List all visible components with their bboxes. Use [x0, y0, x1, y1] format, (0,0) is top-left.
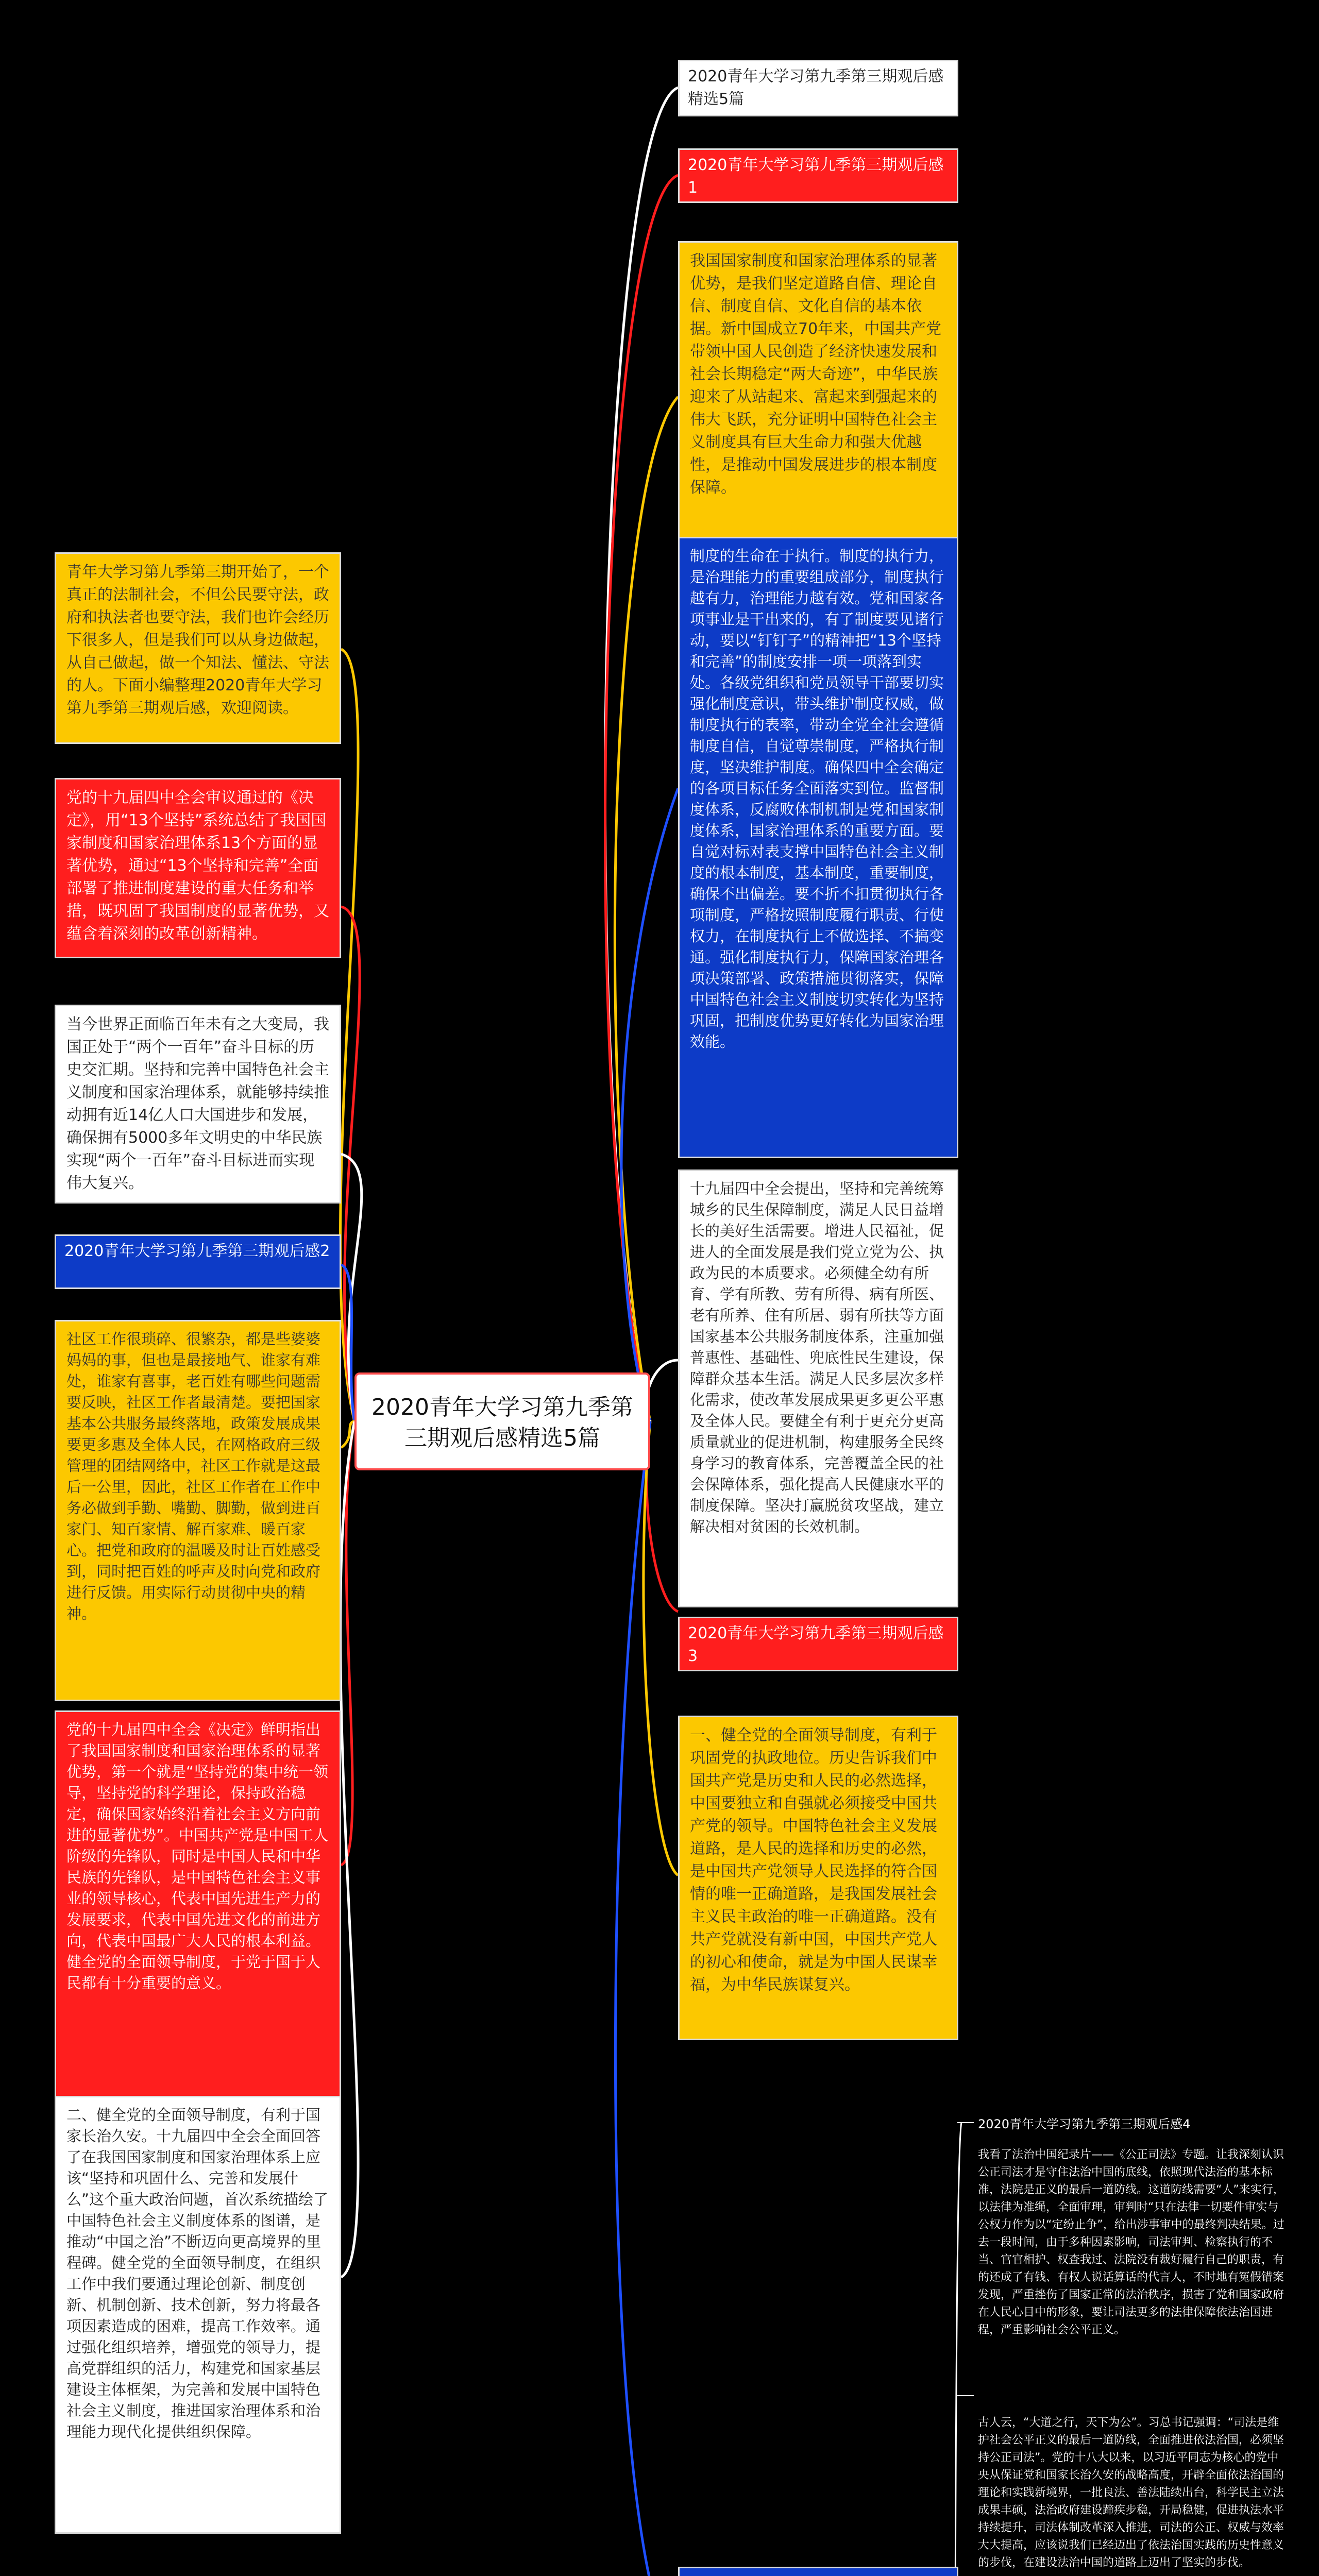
link-r5 — [646, 1360, 678, 1421]
subtopic-s2[interactable]: 我看了法治中国纪录片——《公正司法》专题。让我深刻认识公正司法才是守住法治中国的底线，依照现代法治的基本标准，法院是正义的最后一道防线。这道防线需要“人”来实行，以法律为准绳，全面审理，审判时“只在法律一切要件审实与公权力作为以“定纷止争”，给出涉事审中的最终判决结果。过去一段时间，由于多种因素影响，司法审判、检察执行的不当、官官相护、权查我过、法院没有裁好履行自己的职责，有的还成了有钱、有权人说话算话的代言人，不时地有冤假错案发现，严重挫伤了国家正常的法治秩序，损害了党和国家政府在人民心目中的形象，要让司法更多的法律保障依法治国进程，严重影响社会公平正义。 — [978, 2148, 1284, 2336]
topic-l6[interactable]: 党的十九届四中全会《决定》鲜明指出了我国国家制度和国家治理体系的显著优势，第一个就是“坚持党的集中统一领导，坚持党的科学理论，保持政治稳定，确保国家始终沿着社会主义方向前进的显著优势”。中国共产党是中国工人阶级的先锋队，同时是中国人民和中华民族的先锋队，是中国特色社会主义事业的领导核心，代表中国先进生产力的发展要求，代表中国先进文化的前进方向，代表中国最广大人民的根本利益。健全党的全面领导制度，于党于国于人民都有十分重要的意义。 — [55, 1710, 341, 2123]
link-sub-branch — [957, 2123, 974, 2576]
topic-l5[interactable]: 社区工作很琐碎、很繁杂，都是些婆婆妈妈的事，但也是最接地气、谁家有难处，谁家有喜事，老百姓有哪些问题需要反映，社区工作者最清楚。要把国家基本公共服务最终落地，政策发展成果要更多惠及全体人民，在网格政府三级管理的团结网络中，社区工作就是这最后一公里，因此，社区工作者在工作中务必做到手勤、嘴勤、脚勤，做到进百家门、知百家情、解百家难、暖百家心。把党和政府的温暖及时让百姓感受到，同时把百姓的呼声及时向党和政府进行反馈。用实际行动贯彻中央的精神。 — [55, 1320, 341, 1701]
link-sub — [955, 2123, 961, 2576]
subtopic-s3[interactable]: 古人云，“大道之行，天下为公”。习总书记强调：“司法是维护社会公平正义的最后一道防线，全面推进依法治国，必须坚持公正司法”。党的十八大以来，以习近平同志为核心的党中央从保证党和国家长治久安的战略高度，开辟全面依法治国的理论和实践新境界，一批良法、善法陆续出台，科学民主立法成果丰硕，法治政府建设蹄疾步稳，开局稳健，促进执法水平持续提升，司法体制改革深入推进，司法的公正、权威与效率大大提高，应该说我们已经迈出了依法治国实践的历史性意义的步伐，在建设法治中国的道路上迈出了坚实的步伐。 — [978, 2416, 1284, 2569]
topic-l4[interactable]: 2020青年大学习第九季第三期观后感2 — [55, 1234, 341, 1289]
topic-r2[interactable]: 2020青年大学习第九季第三期观后感1 — [678, 148, 958, 203]
topic-r1[interactable]: 2020青年大学习第九季第三期观后感精选5篇 — [678, 60, 958, 116]
topic-r8[interactable] — [678, 2567, 958, 2576]
subtopic-title-4[interactable]: 2020青年大学习第九季第三期观后感4 — [978, 2117, 1191, 2131]
link-r6 — [647, 1421, 678, 1612]
topic-r6[interactable]: 2020青年大学习第九季第三期观后感3 — [678, 1617, 958, 1671]
topic-l1[interactable]: 青年大学习第九季第三期开始了，一个真正的法制社会，不但公民要守法，政府和执法者也要守法，我们也许会经历下很多人，但是我们可以从身边做起，从自己做起，做一个知法、懂法、守法的人。下面小编整理2020青年大学习第九季第三期观后感，欢迎阅读。 — [55, 552, 341, 744]
topic-r3[interactable]: 我国国家制度和国家治理体系的显著优势，是我们坚定道路自信、理论自信、制度自信、文化自信的基本依据。新中国成立70年来，中国共产党带领中国人民创造了经济快速发展和社会长期稳定“两大奇迹”，中华民族迎来了从站起来、富起来到强起来的伟大飞跃，充分证明中国特色社会主义制度具有巨大生命力和强大优越性，是推动中国发展进步的根本制度保障。 — [678, 241, 958, 557]
topic-l3[interactable]: 当今世界正面临百年未有之大变局，我国正处于“两个一百年”奋斗目标的历史交汇期。坚持和完善中国特色社会主义制度和国家治理体系，就能够持续推动拥有近14亿人口大国进步和发展，确保拥有5000多年文明史的中华民族实现“两个一百年”奋斗目标进而实现伟大复兴。 — [55, 1005, 341, 1204]
topic-r5[interactable]: 十九届四中全会提出，坚持和完善统筹城乡的民生保障制度，满足人民日益增长的美好生活需要。增进人民福祉，促进人的全面发展是我们党立党为公、执政为民的本质要求。必须健全幼有所育、学有所教、劳有所得、病有所医、老有所养、住有所居、弱有所扶等方面国家基本公共服务制度体系，注重加强普惠性、基础性、兜底性民生建设，保障群众基本生活。满足人民多层次多样化需求，使改革发展成果更多更公平惠及全体人民。要健全有利于更充分更高质量就业的促进机制，构建服务全民终身学习的教育体系，完善覆盖全民的社会保障体系，强化提高人民健康水平的制度保障。坚决打赢脱贫攻坚战，建立解决相对贫困的长效机制。 — [678, 1170, 958, 1607]
link-r1 — [605, 88, 678, 1421]
link-r8 — [615, 1421, 678, 2576]
topic-l7[interactable]: 二、健全党的全面领导制度，有利于国家长治久安。十九届四中全会全面回答了在我国国家制度和国家治理体系上应该“坚持和巩固什么、完善和发展什么”这个重大政治问题，首次系统描绘了中国特色社会主义制度体系的图谱，是推动“中国之治”不断迈向更高境界的里程碑。健全党的全面领导制度，在组织工作中我们要通过理论创新、制度创新、机制创新、技术创新，努力将最各项因素造成的困难，提高工作效率。通过强化组织培养，增强党的领导力，提高党群组织的活力，构建党和国家基层建设主体框架，为完善和发展中国特色社会主义制度，推进国家治理体系和治理能力现代化提供组织保障。 — [55, 2096, 341, 2534]
topic-r7[interactable]: 一、健全党的全面领导制度，有利于巩固党的执政地位。历史告诉我们中国共产党是历史和人民的必然选择，中国要独立和自强就必须接受中国共产党的领导。中国特色社会主义发展道路，是人民的选择和历史的必然，是中国共产党领导人民选择的符合国情的唯一正确道路，是我国发展社会主义民主政治的唯一正确道路。没有共产党就没有新中国，中国共产党人的初心和使命，就是为中国人民谋幸福，为中华民族谋复兴。 — [678, 1716, 958, 2040]
link-r4 — [621, 788, 678, 1421]
topic-r4[interactable]: 制度的生命在于执行。制度的执行力，是治理能力的重要组成部分，制度执行越有力，治理能力越有效。党和国家各项事业是干出来的，有了制度要见诸行动，要以“钉钉子”的精神把“13个坚持和完善”的制度安排一项一项落到实处。各级党组织和党员领导干部要切实强化制度意识，带头维护制度权威，做制度执行的表率，带动全党全社会遵循制度自信，自觉尊崇制度，严格执行制度，坚决维护制度。确保四中全会确定的各项目标任务全面落实到位。监督制度体系，反腐败体制机制是党和国家制度体系，国家治理体系的重要方面。要自觉对标对表支撑中国特色社会主义制度的根本制度，基本制度，重要制度，确保不出偏差。要不折不扣贯彻执行各项制度，严格按照制度履行职责、行使权力，在制度执行上不做选择、不搞变通。强化制度执行力，保障国家治理各项决策部署、政策措施贯彻落实，保障中国特色社会主义制度切实转化为坚持巩固，把制度优势更好转化为国家治理效能。 — [678, 537, 958, 1158]
link-r7 — [644, 1421, 678, 1875]
topic-l2[interactable]: 党的十九届四中全会审议通过的《决定》，用“13个坚持”系统总结了我国国家制度和国家治理体系13个方面的显著优势，通过“13个坚持和完善”全面部署了推进制度建设的重大任务和举措，既巩固了我国制度的显著优势，又蕴含着深刻的改革创新精神。 — [55, 778, 341, 958]
central-topic[interactable]: 2020青年大学习第九季第三期观后感精选5篇 — [354, 1372, 650, 1470]
